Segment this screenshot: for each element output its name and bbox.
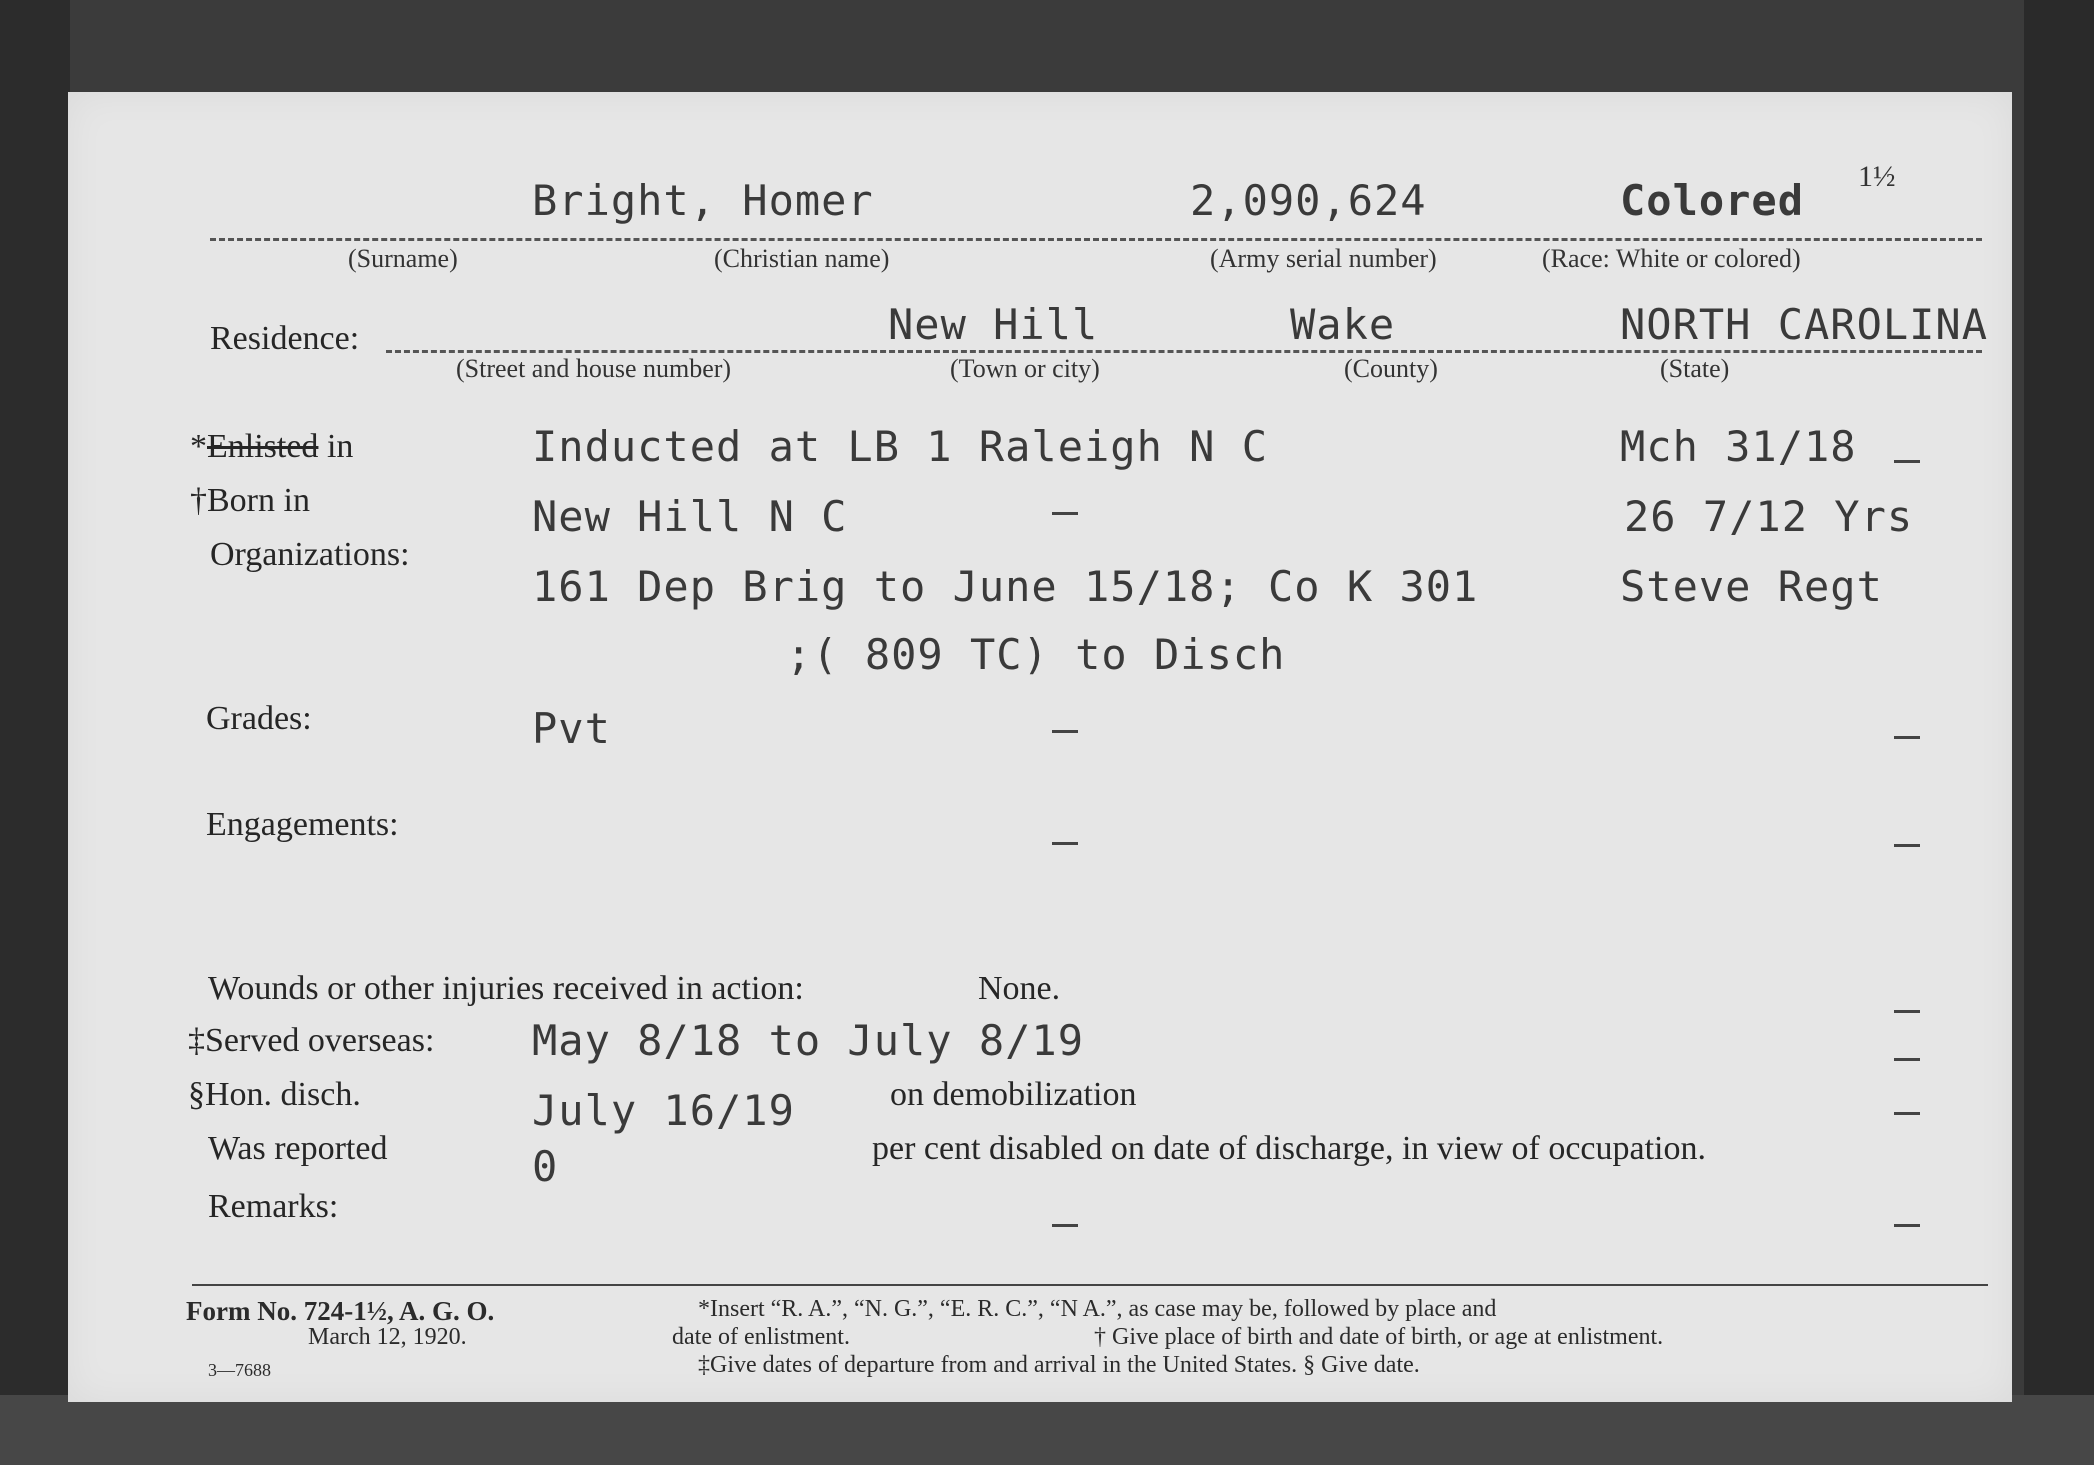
header-rule	[210, 238, 1982, 241]
inducted-date: Mch 31/18	[1620, 422, 1857, 471]
form-number: Form No. 724-1½, A. G. O.	[186, 1296, 495, 1326]
form-date: March 12, 1920.	[308, 1324, 467, 1350]
organization-line-1: 161 Dep Brig to June 15/18; Co K 301	[532, 562, 1479, 611]
footnote-birth: † Give place of birth and date of birth, or age at enlistment.	[1094, 1324, 1664, 1350]
percent-disabled-label: per cent disabled on date of discharge, in view of occupation.	[872, 1130, 1706, 1167]
tick-mark	[1052, 1224, 1078, 1227]
grades-label: Grades:	[206, 700, 312, 737]
tick-mark	[1894, 1010, 1920, 1013]
christian-name-label: (Christian name)	[714, 244, 890, 273]
engagements-label: Engagements:	[206, 806, 399, 843]
surname-label: (Surname)	[348, 244, 458, 273]
birthplace: New Hill N C	[532, 492, 848, 541]
wounds-value: None.	[978, 970, 1061, 1007]
served-overseas-label: ‡Served overseas:	[188, 1022, 435, 1059]
tick-mark	[1052, 842, 1078, 845]
tick-mark	[1052, 730, 1078, 733]
remarks-label: Remarks:	[208, 1188, 339, 1225]
percent-disabled-value: 0	[532, 1142, 559, 1191]
organization-line-1-right: Steve Regt	[1620, 562, 1883, 611]
organizations-label: Organizations:	[210, 536, 410, 573]
scan-border-right	[2024, 0, 2094, 1465]
footnote-dates: ‡Give dates of departure from and arrival in the United States. § Give date.	[698, 1352, 1420, 1378]
residence-rule	[386, 350, 1982, 353]
hon-disch-label: §Hon. disch.	[188, 1076, 361, 1113]
residence-county: Wake	[1290, 300, 1396, 349]
wounds-label: Wounds or other injuries received in action:	[208, 970, 804, 1007]
tick-mark	[1894, 736, 1920, 739]
footnote-insert: *Insert “R. A.”, “N. G.”, “E. R. C.”, “N A.”, as case may be, followed by place and	[698, 1296, 1497, 1322]
town-label: (Town or city)	[950, 354, 1100, 383]
serial-label: (Army serial number)	[1210, 244, 1437, 273]
residence-label: Residence:	[210, 320, 360, 357]
inducted-place: Inducted at LB 1 Raleigh N C	[532, 422, 1269, 471]
age-at-enlistment: 26 7/12 Yrs	[1624, 492, 1914, 541]
enlisted-struck-word: Enlisted	[207, 428, 319, 465]
tick-mark	[1894, 1112, 1920, 1115]
county-label: (County)	[1344, 354, 1438, 383]
tick-mark	[1052, 512, 1078, 515]
served-overseas-dates: May 8/18 to July 8/19	[532, 1016, 1085, 1065]
soldier-name: Bright, Homer	[532, 176, 874, 225]
residence-town: New Hill	[888, 300, 1099, 349]
was-reported-label: Was reported	[208, 1130, 388, 1167]
residence-state: NORTH CAROLINA	[1620, 300, 1989, 349]
army-serial-number: 2,090,624	[1190, 176, 1427, 225]
hon-disch-date: July 16/19	[532, 1086, 795, 1135]
born-label: †Born in	[190, 482, 310, 519]
tick-mark	[1894, 1224, 1920, 1227]
street-label: (Street and house number)	[456, 354, 732, 383]
grade: Pvt	[532, 704, 611, 753]
footer-rule	[192, 1284, 1988, 1286]
race: Colored	[1620, 176, 1805, 225]
scan-border-bottom	[0, 1395, 2094, 1465]
print-code: 3—7688	[208, 1360, 271, 1380]
scan-border-left	[0, 0, 70, 1465]
service-record-card	[68, 92, 2012, 1402]
tick-mark	[1894, 1058, 1920, 1061]
race-label: (Race: White or colored)	[1542, 244, 1801, 273]
corner-mark: 1½	[1858, 160, 1896, 193]
enlisted-label: *Enlisted in	[190, 428, 354, 465]
state-label: (State)	[1660, 354, 1730, 383]
tick-mark	[1894, 844, 1920, 847]
organization-line-2: ;( 809 TC) to Disch	[786, 630, 1286, 679]
tick-mark	[1894, 460, 1920, 463]
hon-disch-note: on demobilization	[890, 1076, 1137, 1113]
footnote-enlistment: date of enlistment.	[672, 1324, 850, 1350]
